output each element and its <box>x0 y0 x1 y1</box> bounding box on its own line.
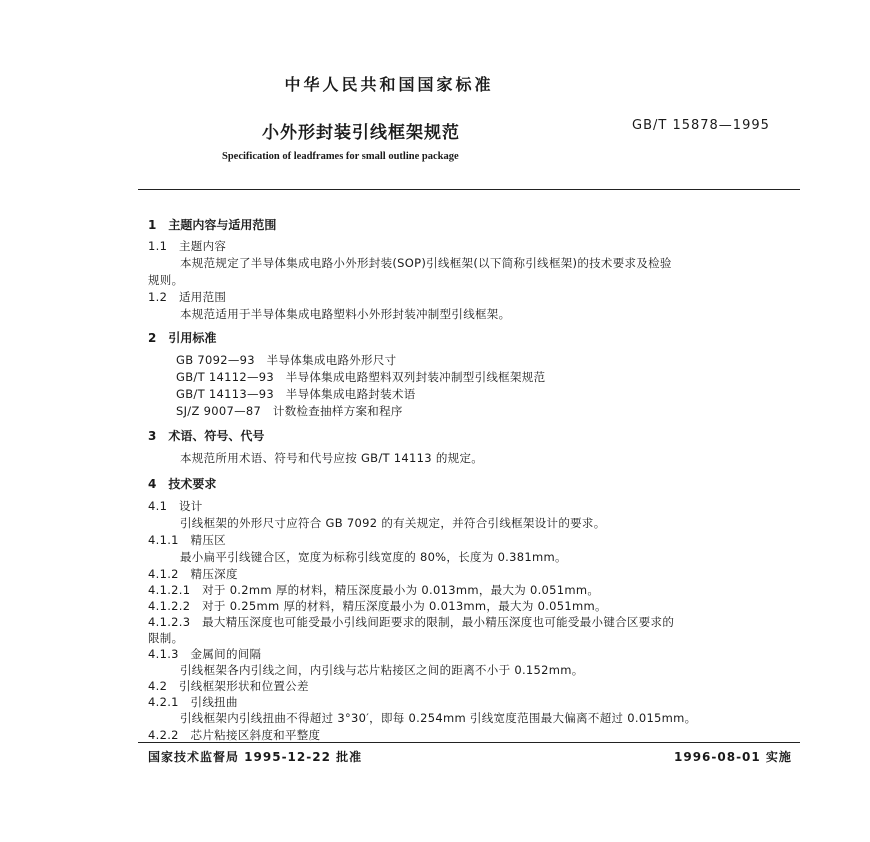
section-4-1-3-text: 引线框架各内引线之间，内引线与芯片粘接区之间的距离不小于 0.152mm。 <box>180 663 584 677</box>
section-4-1-3-heading: 4.1.3 金属间的间隔 <box>148 647 262 661</box>
section-1-2-text: 本规范适用于半导体集成电路塑料小外形封装冲制型引线框架。 <box>180 307 511 321</box>
section-4-2-2-heading: 4.2.2 芯片粘接区斜度和平整度 <box>148 728 321 742</box>
section-4-1-text: 引线框架的外形尺寸应符合 GB 7092 的有关规定，并符合引线框架设计的要求。 <box>180 516 606 530</box>
section-4-1-2-heading: 4.1.2 精压深度 <box>148 567 238 581</box>
reference-item: SJ/Z 9007—87 计数检查抽样方案和程序 <box>176 404 403 418</box>
english-title: Specification of leadframes for small outline package <box>222 151 459 162</box>
standard-code: GB/T 15878—1995 <box>632 118 770 133</box>
section-4-1-1-text: 最小扁平引线键合区，宽度为标称引线宽度的 80%，长度为 0.381mm。 <box>180 550 567 564</box>
section-4-1-1-heading: 4.1.1 精压区 <box>148 533 226 547</box>
section-4-heading: 4 技术要求 <box>148 477 217 491</box>
footer-divider <box>138 742 800 743</box>
section-1-1-heading: 1.1 主题内容 <box>148 239 227 253</box>
section-3-text: 本规范所用术语、符号和代号应按 GB/T 14113 的规定。 <box>180 451 484 465</box>
section-4-1-2-2-text: 4.1.2.2 对于 0.25mm 厚的材料，精压深度最小为 0.013mm，最大为 0.051mm。 <box>148 599 607 613</box>
header-divider <box>138 189 800 190</box>
section-3-heading: 3 术语、符号、代号 <box>148 429 265 443</box>
national-standard-heading: 中华人民共和国国家标准 <box>284 75 494 94</box>
approval-date: 国家技术监督局 1995-12-22 批准 <box>148 750 363 764</box>
section-4-2-heading: 4.2 引线框架形状和位置公差 <box>148 679 309 693</box>
reference-item: GB/T 14113—93 半导体集成电路封装术语 <box>176 387 416 401</box>
reference-item: GB/T 14112—93 半导体集成电路塑料双列封装冲制型引线框架规范 <box>176 370 546 384</box>
section-4-2-1-heading: 4.2.1 引线扭曲 <box>148 695 238 709</box>
section-1-2-heading: 1.2 适用范围 <box>148 290 227 304</box>
section-1-1-text: 本规范规定了半导体集成电路小外形封装(SOP)引线框架(以下简称引线框架)的技术要求及检验 <box>180 256 672 270</box>
section-4-1-2-3-text: 4.1.2.3 最大精压深度也可能受最小引线间距要求的限制，最小精压深度也可能受最小键合区要求的 <box>148 615 675 629</box>
section-4-2-1-text: 引线框架内引线扭曲不得超过 3°30′，即每 0.254mm 引线宽度范围最大偏离不超过 0.015mm。 <box>180 711 697 725</box>
section-1-heading: 1 主题内容与适用范围 <box>148 218 277 232</box>
implementation-date: 1996-08-01 实施 <box>674 750 792 764</box>
section-4-1-heading: 4.1 设计 <box>148 499 203 513</box>
reference-item: GB 7092—93 半导体集成电路外形尺寸 <box>176 353 397 367</box>
section-4-1-2-3-text-cont: 限制。 <box>148 631 184 645</box>
section-1-1-text-cont: 规则。 <box>148 273 184 287</box>
section-2-heading: 2 引用标准 <box>148 331 217 345</box>
section-4-1-2-1-text: 4.1.2.1 对于 0.2mm 厚的材料，精压深度最小为 0.013mm，最大为 0.051mm。 <box>148 583 600 597</box>
document-title: 小外形封装引线框架规范 <box>262 123 460 143</box>
